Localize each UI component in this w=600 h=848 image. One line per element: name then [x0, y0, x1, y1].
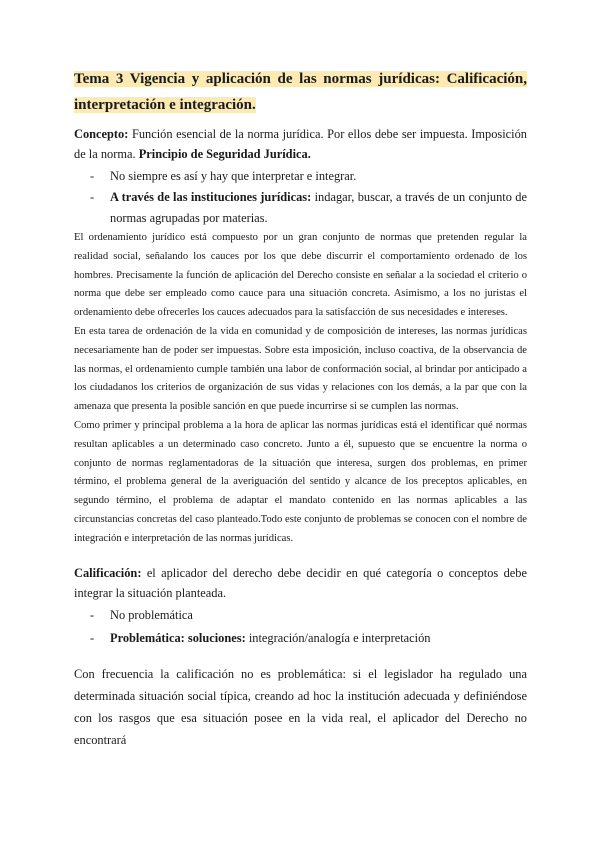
concepto-text: Función esencial de la norma jurídica. Por ellos debe ser impuesta. Imposición de la norma.	[74, 127, 527, 161]
calificacion-list	[74, 605, 527, 649]
list-item-bold: Problemática: soluciones:	[110, 630, 246, 645]
list-item	[74, 187, 527, 229]
concepto-principle: Principio de Seguridad Jurídica.	[138, 147, 311, 161]
calificacion-paragraph	[74, 563, 527, 603]
list-item-text: No siempre es así y hay que interpretar e integrar.	[110, 169, 357, 183]
list-item	[74, 605, 527, 626]
body-paragraph-2: En esta tarea de ordenación de la vida en comunidad y de composición de intereses, las normas jurídicas necesariamente han de poder ser impuestas. Sobre esta imposición, incluso coactiva, de la observancia de las normas, el ordenamiento cumple también una labor de conformación social, al brindar por anticipado a los ciudadanos los criterios de organización de sus vidas y relaciones con los demás, a la par que con la amenaza que presenta la posible sanción en que puede incurrirse si se cumplen las normas.	[74, 325, 527, 413]
concepto-label: Concepto:	[74, 127, 129, 141]
closing-paragraph: Con frecuencia la calificación no es problemática: si el legislador ha regulado una determinada situación social típica, creando ad hoc la institución adecuada y definiéndose con los rasgos que esa situación posee en la vida real, el aplicador del Derecho no encontrará	[74, 666, 527, 747]
list-item-text: No problemática	[110, 607, 193, 622]
body-paragraph-1: El ordenamiento jurídico está compuesto por un gran conjunto de normas que pretenden regular la realidad social, señalando los cauces por los que debe discurrir el comportamiento ordenado de los hombres. Precisamente la función de aplicación del Derecho consiste en señalar a la sociedad el criterio o norma que debe ser empleado como cauce para una situación concreta. Asimismo, a los no juristas el ordenamiento debe ofrecerles los cauces adecuados para la satisfacción de sus necesidades e intereses.	[74, 232, 527, 319]
calificacion-text: el aplicador del derecho debe decidir en qué categoría o conceptos debe integrar la situación planteada.	[74, 565, 527, 600]
body-paragraph-3: Como primer y principal problema a la hora de aplicar las normas jurídicas está el identificar qué normas resultan aplicables a un determinado caso concreto. Junto a él, supuesto que se encuentre la norma o conjunto de normas reglamentadoras de la situación que interesa, surgen dos problemas, en primer término, el problema general de la averiguación del sentido y alcance de los preceptos aplicables, en segundo término, el problema de adaptar el mandato contenido en las normas aplicables a las circunstancias concretas del caso planteado.Todo este conjunto de problemas se conocen con el nombre de integración e interpretación de las normas jurídicas.	[74, 419, 527, 544]
list-item-text: integración/analogía e interpretación	[248, 630, 431, 645]
title-block	[74, 66, 527, 118]
calificacion-label: Calificación:	[74, 565, 142, 580]
concepto-list	[74, 166, 527, 229]
page-title: Tema 3 Vigencia y aplicación de las normas jurídicas: Calificación, interpretación e integración.	[74, 71, 527, 113]
list-item	[74, 628, 527, 649]
list-item-bold: A través de las instituciones jurídicas:	[110, 190, 312, 204]
document-content	[74, 66, 527, 751]
list-item-text: indagar, buscar, a través de un conjunto de normas agrupadas por materias.	[110, 190, 527, 225]
concepto-paragraph	[74, 124, 527, 164]
list-item	[74, 166, 527, 187]
